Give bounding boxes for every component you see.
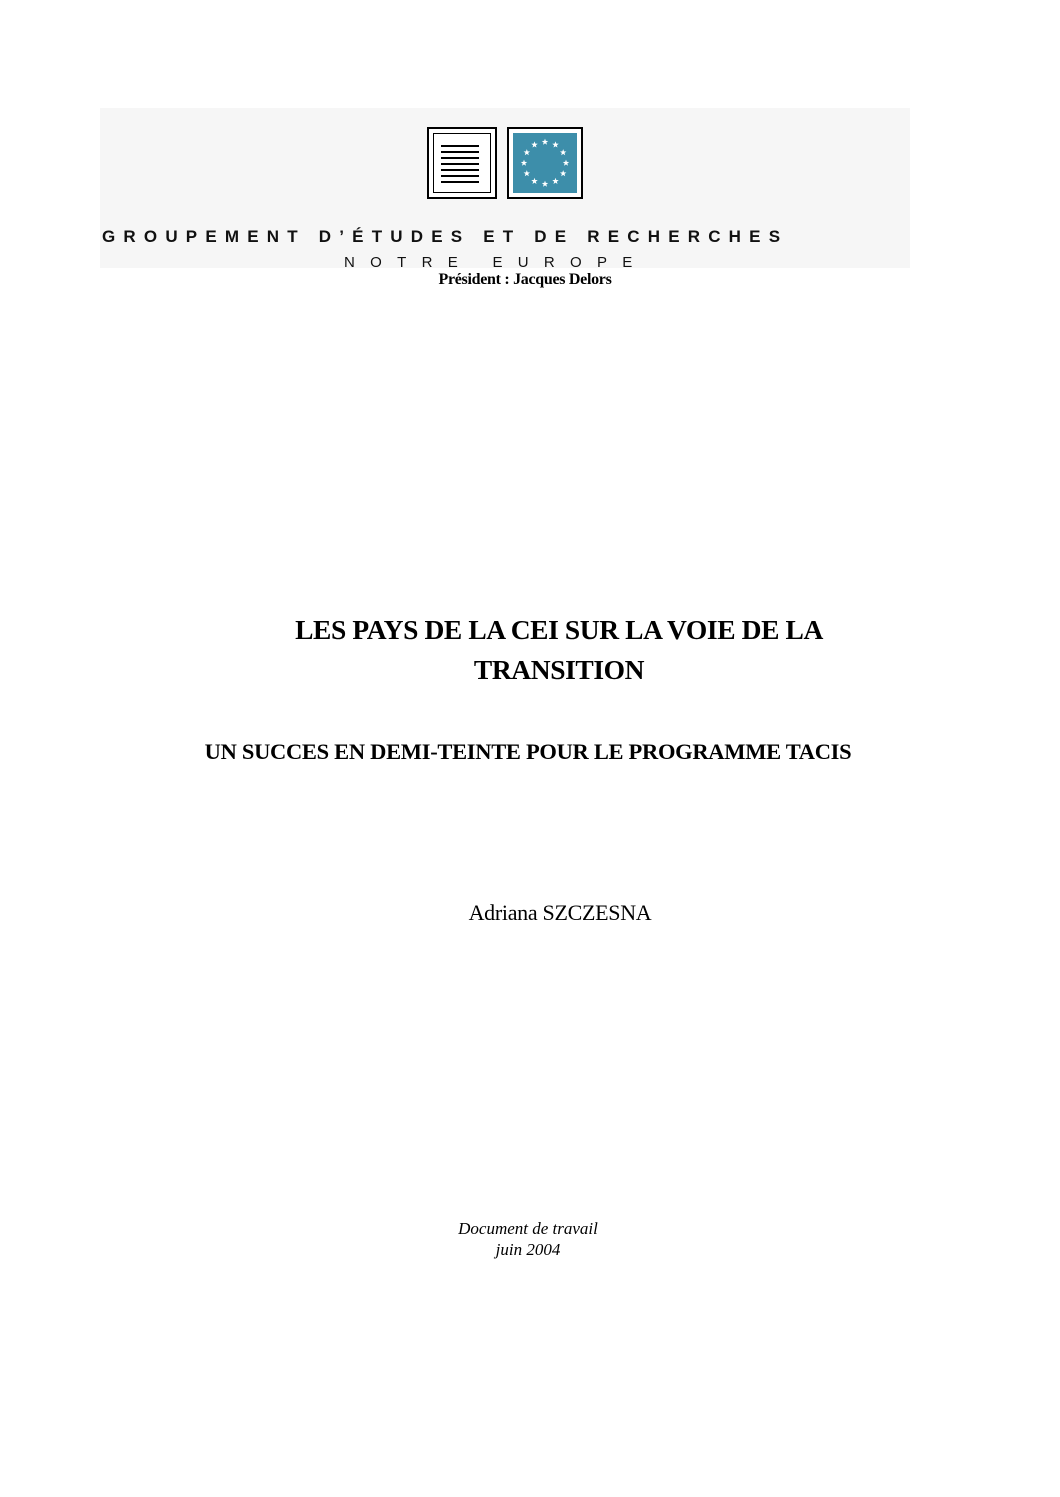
organization-name: GROUPEMENT D’ÉTUDES ET DE RECHERCHES bbox=[102, 227, 789, 246]
star-icon bbox=[521, 160, 527, 166]
star-icon bbox=[524, 170, 530, 176]
organization-subtitle: NOTRE EUROPE bbox=[344, 254, 648, 271]
eu-flag bbox=[513, 133, 577, 193]
star-icon bbox=[552, 141, 558, 147]
star-icon bbox=[542, 181, 548, 187]
star-icon bbox=[563, 160, 569, 166]
star-icon bbox=[542, 139, 548, 145]
star-icon bbox=[524, 149, 530, 155]
star-icon bbox=[560, 149, 566, 155]
eu-stars-icon bbox=[507, 127, 583, 199]
president-line: Président : Jacques Delors bbox=[438, 271, 612, 288]
document-lines-icon bbox=[427, 127, 497, 199]
star-icon bbox=[531, 178, 537, 184]
author-name: Adriana SZCZESNA bbox=[468, 900, 652, 925]
document-date: juin 2004 bbox=[495, 1240, 561, 1259]
document-title bbox=[0, 610, 1060, 690]
star-icon bbox=[552, 178, 558, 184]
title-line-2: TRANSITION bbox=[473, 654, 645, 685]
star-ring bbox=[513, 133, 577, 193]
star-icon bbox=[531, 141, 537, 147]
document-type: Document de travail bbox=[458, 1219, 598, 1238]
document-subtitle: UN SUCCES EN DEMI-TEINTE POUR LE PROGRAMME TACIS bbox=[204, 739, 852, 764]
star-icon bbox=[560, 170, 566, 176]
title-line-1: LES PAYS DE LA CEI SUR LA VOIE DE LA bbox=[295, 614, 823, 645]
